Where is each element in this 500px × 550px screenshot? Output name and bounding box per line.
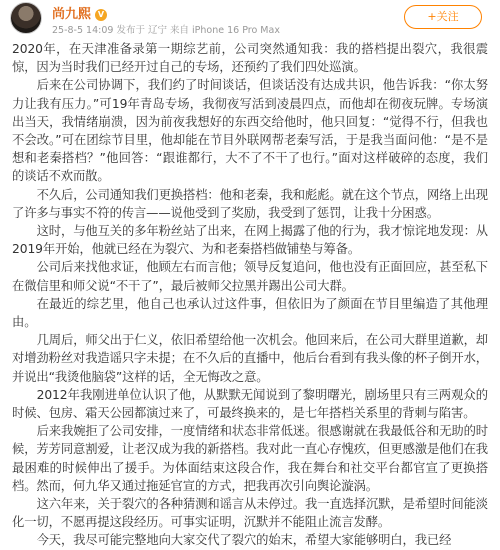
post-paragraph: 2020年，在天津准备录第一期综艺前，公司突然通知我：我的搭档提出裂穴，我很震惊，因为当时我们已经开过自己的专场，还预约了我们四处巡演。 (12, 42, 488, 75)
post-paragraph: 公司后来找他求证，他顾左右而言他；领导反复追问，他也没有正面回应，甚至私下在微信里和师父说“不干了”，最后被师父拉黑并踢出公司大群。 (12, 260, 488, 293)
post-paragraph: 在最近的综艺里，他自己也承认过这件事，但依旧为了颜面在节目里编造了其他理由。 (12, 296, 488, 330)
post-header (0, 0, 500, 40)
avatar[interactable] (10, 2, 42, 34)
follow-button[interactable]: +关注 (404, 5, 482, 29)
post-content (12, 40, 488, 550)
post-paragraph: 这时，与他互关的多年粉丝站了出来，在网上揭露了他的行为，我才惊诧地发现：从2019年开始，他就已经在为裂穴、为和老秦搭档做铺垫与筹备。 (12, 224, 488, 257)
user-name-text[interactable]: 尚九熙 (52, 7, 92, 22)
post-paragraph: 这六年来，关于裂穴的各种猜测和谣言从未停过。我一直选择沉默，是希望时间能淡化一切，不愿再提这段经历。可事实证明，沉默并不能阻止流言发酵。 (12, 497, 488, 530)
post-paragraph: 后来在公司协调下，我们约了时间谈话，但谈话没有达成共识，他告诉我：“你太努力让我有压力。”可19年青岛专场，我彻夜写活到凌晨四点，而他却在彻夜玩牌。专场演出当天，我情绪崩溃，因为前夜我想好的东西交给他时，他只回复：“觉得不行，但我也不会改。”可在团综节目里，他却能在节目外联网帮老秦写活，于是我当面问他：“是不是想和老秦搭档？”他回答：“跟谁都行，大不了不干了也行。”面对这样破碎的态度，我们的谈话不欢而散。 (12, 78, 488, 184)
post-paragraph: 几周后，师父出于仁义，依旧希望给他一次机会。他回来后，在公司大群里道歉，却对增劲粉丝对我造谣只字未提；在不久后的直播中，他后台看到有我头像的杯子倒开水，并说出“我烫他脑袋”这样的话，全无悔改之意。 (12, 333, 488, 384)
post-paragraph: 2012年我刚进单位认识了他，从默默无闻说到了黎明曙光，剧场里只有三两观众的时候、包房、霜天公园都演过来了，可最终换来的，是七年搭档关系里的背刺与陷害。 (12, 387, 488, 421)
verified-badge-icon: V (95, 9, 107, 21)
post-paragraph: 后来我婉拒了公司安排，一度情绪和状态非常低迷。很感谢就在我最低谷和无助的时候，芳芳同意割爱，让老汉成为我的新搭档。我对此一直心存愧疚，但更感激是他们在我最困难的时候伸出了援手。为体面结束这段合作，我在舞台和社交平台都官宣了更换搭档。然而，何九华又通过拖延官宣的方式，把我再次引向舆论漩涡。 (12, 424, 488, 493)
post-meta: 25-8-5 14:09 发布于 辽宁 来自 iPhone 16 Pro Max (52, 25, 280, 36)
user-name[interactable] (52, 3, 107, 22)
post-paragraph: 不久后，公司通知我们更换搭档：他和老秦，我和彪彪。就在这个节点，网络上出现了许多与事实不符的传言——说他受到了奖励，我受到了惩罚，让我十分困惑。 (12, 187, 488, 220)
post-paragraph: 今天，我尽可能完整地向大家交代了裂穴的始末，希望大家能够明白，我已经 (36, 533, 452, 548)
